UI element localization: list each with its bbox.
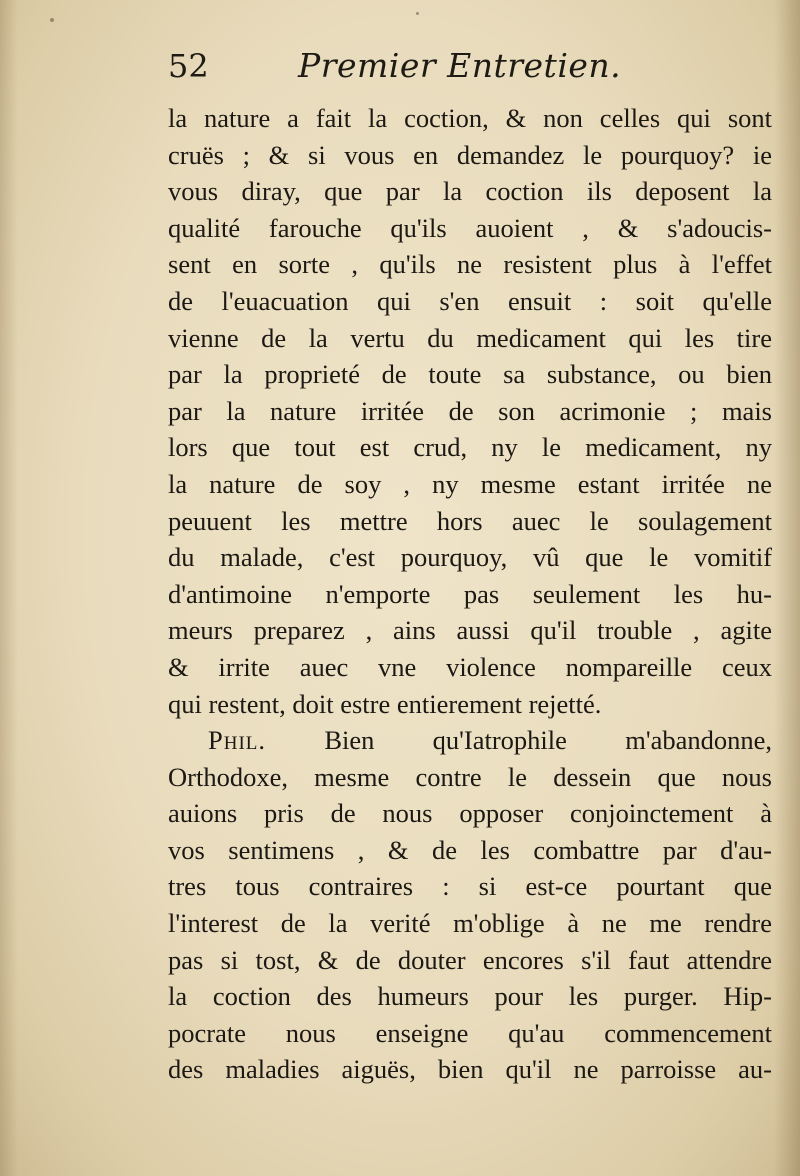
text-line: pas si tost, & de douter encores s'il faut attendre bbox=[168, 944, 772, 975]
speaker-name: Phil. bbox=[208, 725, 267, 756]
text-line: meurs preparez , ains aussi qu'il trouble , agite bbox=[168, 615, 772, 646]
paper-speck bbox=[416, 12, 419, 15]
text-line: par la nature irritée de son acrimonie ; mais bbox=[168, 395, 772, 426]
speaker-line bbox=[168, 722, 772, 759]
text-line: pocrate nous enseigne qu'au commencement bbox=[168, 1017, 772, 1048]
text-line: & irrite auec vne violence nompareille ceux bbox=[168, 651, 772, 682]
text-line: sent en sorte , qu'ils ne resistent plus à l'effet bbox=[168, 249, 772, 280]
text-line: vos sentimens , & de les combattre par d'au- bbox=[168, 834, 772, 865]
paper-speck bbox=[50, 18, 54, 22]
text-line: lors que tout est crud, ny le medicament, ny bbox=[168, 432, 772, 463]
text-line: la nature de soy , ny mesme estant irritée ne bbox=[168, 468, 772, 499]
text-line: vous diray, que par la coction ils deposent la bbox=[168, 176, 772, 207]
text-line: auions pris de nous opposer conjoinctement à bbox=[168, 798, 772, 829]
text-line: cruës ; & si vous en demandez le pourquoy? ie bbox=[168, 139, 772, 170]
text-line: d'antimoine n'emporte pas seulement les hu- bbox=[168, 578, 772, 609]
page-number: 52 bbox=[168, 47, 209, 85]
text-line: de l'euacuation qui s'en ensuit : soit qu'elle bbox=[168, 285, 772, 316]
body-text bbox=[168, 100, 772, 1088]
speaker-line-text: Bien qu'Iatrophile m'abandonne, bbox=[324, 725, 772, 756]
text-line: Orthodoxe, mesme contre le dessein que nous bbox=[168, 761, 772, 792]
text-line: l'interest de la verité m'oblige à ne me rendre bbox=[168, 908, 772, 939]
text-line: qui restent, doit estre entierement rejetté. bbox=[168, 688, 602, 719]
running-head: Premier Entretien. bbox=[298, 46, 622, 85]
text-line: des maladies aiguës, bien qu'il ne parroisse au- bbox=[168, 1054, 772, 1085]
text-line: la nature a fait la coction, & non celles qui sont bbox=[168, 103, 772, 133]
text-line: vienne de la vertu du medicament qui les tire bbox=[168, 322, 772, 353]
text-line: la coction des humeurs pour les purger. Hip- bbox=[168, 981, 772, 1012]
page-header bbox=[168, 42, 638, 90]
text-line: peuuent les mettre hors auec le soulagement bbox=[168, 505, 772, 536]
text-line: par la proprieté de toute sa substance, ou bien bbox=[168, 359, 772, 390]
text-line: qualité farouche qu'ils auoient , & s'adoucis- bbox=[168, 212, 772, 243]
text-line: du malade, c'est pourquoy, vû que le vomitif bbox=[168, 542, 772, 573]
text-line: tres tous contraires : si est-ce pourtant que bbox=[168, 871, 772, 902]
